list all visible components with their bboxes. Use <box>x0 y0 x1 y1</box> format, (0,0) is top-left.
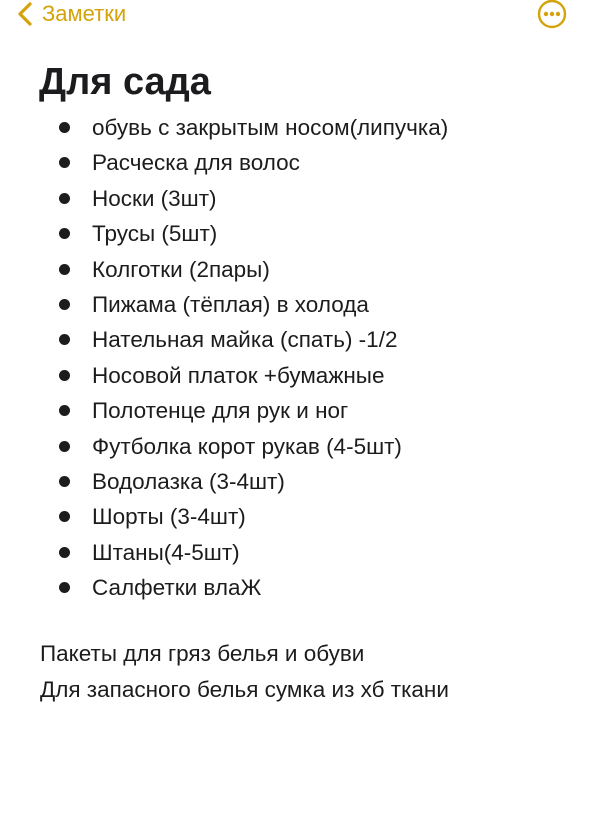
back-button[interactable] <box>14 0 126 28</box>
list-item-text: Футболка корот рукав (4-5шт) <box>92 433 402 459</box>
bullet-dot <box>59 511 70 522</box>
list-item-text: обувь с закрытым носом(липучка) <box>92 115 449 140</box>
chevron-left-icon <box>14 1 36 27</box>
list-item-text: Полотенце для рук и ног <box>92 398 349 424</box>
back-button-label: Заметки <box>42 1 127 26</box>
note-paragraph-bags: Пакеты для гряз белья и обуви <box>40 641 365 666</box>
bullet-dot <box>59 193 70 204</box>
list-item <box>0 464 448 499</box>
list-item <box>0 110 448 145</box>
bullet-dot <box>59 582 70 593</box>
list-item <box>0 252 448 287</box>
bullet-dot <box>59 157 70 168</box>
bullet-dot <box>59 476 70 487</box>
list-item-text: Расческа для волос <box>92 150 300 176</box>
note-title: Для сада <box>39 61 211 103</box>
list-item-text: Трусы (5шт) <box>92 221 218 247</box>
list-item-text: Колготки (2пары) <box>92 256 270 282</box>
list-item-text: Салфетки влаЖ <box>92 575 262 601</box>
list-item <box>0 570 448 605</box>
list-item <box>0 322 448 357</box>
bullet-list <box>0 110 448 605</box>
note-paragraph-spare-clothes: Для запасного белья сумка из хб ткани <box>40 677 449 702</box>
more-options-button[interactable] <box>536 0 568 30</box>
ellipsis-circle-icon <box>536 0 568 30</box>
list-item-text: Пижама (тёплая) в холода <box>92 291 369 317</box>
list-item <box>0 429 448 464</box>
bullet-dot <box>59 441 70 452</box>
list-item-text: Нательная майка (спать) -1/2 <box>92 327 398 353</box>
list-item-text: Штаны(4-5шт) <box>92 539 240 565</box>
list-item <box>0 535 448 570</box>
list-item <box>0 145 448 180</box>
list-item-text: Шорты (3-4шт) <box>92 504 246 530</box>
bullet-dot <box>59 547 70 558</box>
bullet-dot <box>59 299 70 310</box>
list-item-text: Носки (3шт) <box>92 185 217 211</box>
bullet-dot <box>59 264 70 275</box>
bullet-dot <box>59 122 70 133</box>
list-item <box>0 358 448 393</box>
list-item <box>0 216 448 251</box>
navigation-bar <box>0 0 600 30</box>
bullet-dot <box>59 370 70 381</box>
list-item <box>0 181 448 216</box>
list-item <box>0 499 448 534</box>
bullet-dot <box>59 334 70 345</box>
bullet-dot <box>59 405 70 416</box>
list-item <box>0 287 448 322</box>
bullet-dot <box>59 228 70 239</box>
list-item-text: Водолазка (3-4шт) <box>92 468 285 494</box>
list-item <box>0 393 448 428</box>
list-item-text: Носовой платок +бумажные <box>92 362 385 388</box>
